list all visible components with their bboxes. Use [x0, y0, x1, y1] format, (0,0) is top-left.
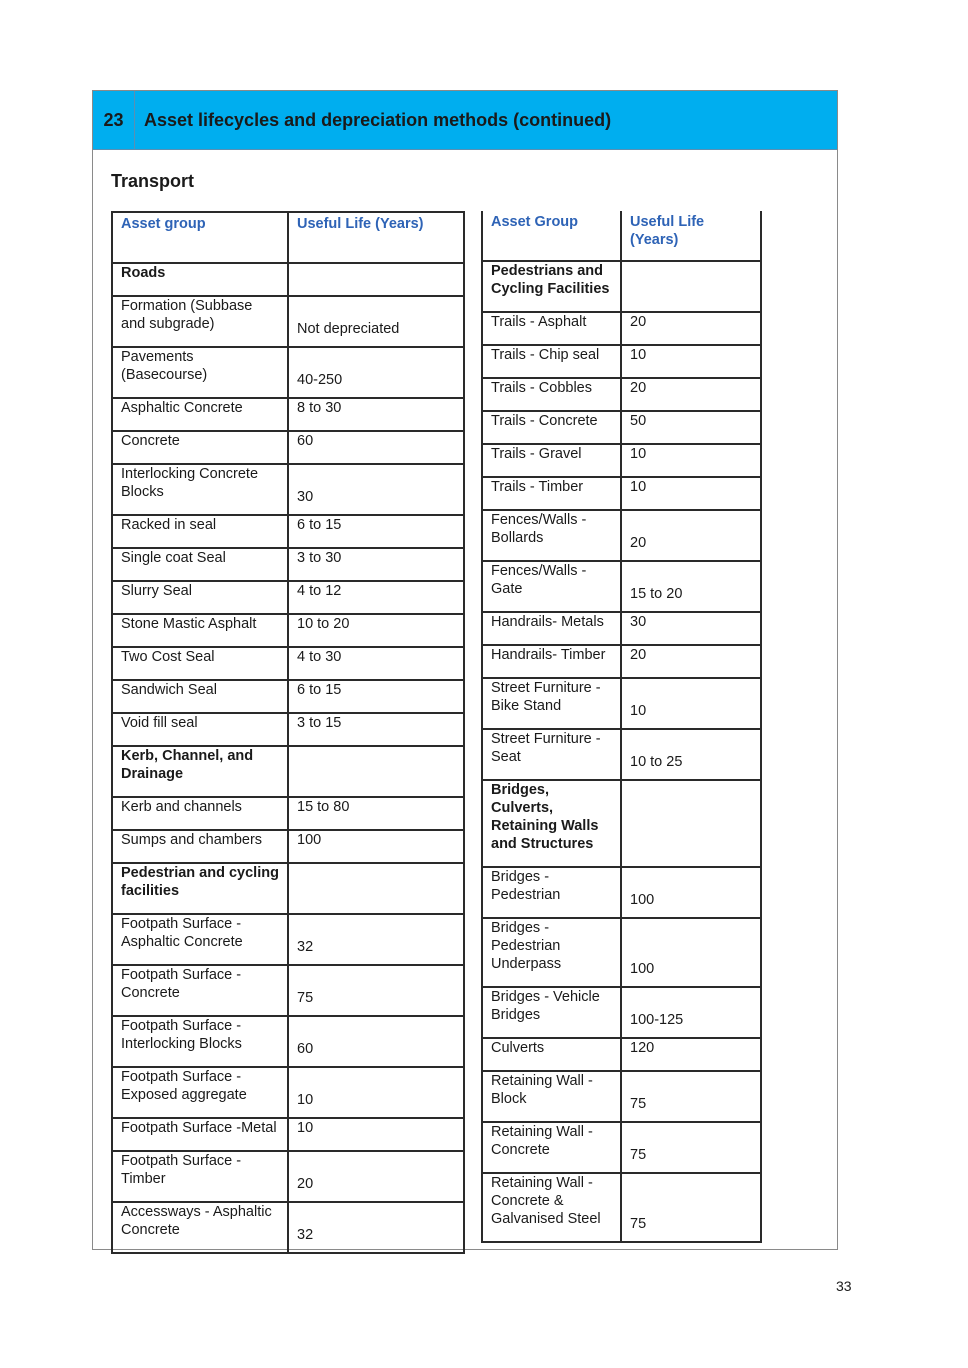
asset-group-cell: Formation (Subbase and subgrade): [112, 296, 288, 347]
asset-group-cell: Kerb and channels: [112, 797, 288, 830]
right-asset-table: [481, 211, 762, 1243]
asset-group-cell: Kerb, Channel, and Drainage: [112, 746, 288, 797]
table-row: [482, 561, 761, 612]
table-row: [112, 830, 464, 863]
column-header-useful-life: Useful Life (Years): [621, 211, 761, 261]
table-row: [482, 987, 761, 1038]
useful-life-cell: 20: [621, 645, 761, 678]
table-row: [112, 746, 464, 797]
asset-group-cell: Concrete: [112, 431, 288, 464]
asset-group-cell: Handrails- Timber: [482, 645, 621, 678]
useful-life-cell: 75: [288, 965, 464, 1016]
table-row: [482, 678, 761, 729]
table-row: [112, 548, 464, 581]
asset-group-cell: Sumps and chambers: [112, 830, 288, 863]
useful-life-cell: 10: [621, 678, 761, 729]
table-row: [112, 1118, 464, 1151]
asset-group-cell: Footpath Surface - Exposed aggregate: [112, 1067, 288, 1118]
table-row: [482, 378, 761, 411]
asset-group-cell: Handrails- Metals: [482, 612, 621, 645]
table-row: [482, 477, 761, 510]
useful-life-cell: 4 to 30: [288, 647, 464, 680]
useful-life-cell: 6 to 15: [288, 680, 464, 713]
useful-life-cell: 20: [621, 378, 761, 411]
useful-life-cell: 4 to 12: [288, 581, 464, 614]
useful-life-cell: [621, 261, 761, 312]
table-row: [482, 312, 761, 345]
table-row: [112, 347, 464, 398]
table-row: [112, 581, 464, 614]
asset-group-cell: Racked in seal: [112, 515, 288, 548]
left-asset-table: [111, 211, 465, 1254]
section-header: [93, 91, 837, 150]
useful-life-cell: 40-250: [288, 347, 464, 398]
table-row: [112, 614, 464, 647]
table-row: [482, 867, 761, 918]
useful-life-cell: 20: [621, 312, 761, 345]
useful-life-cell: 100-125: [621, 987, 761, 1038]
asset-group-cell: Retaining Wall - Block: [482, 1071, 621, 1122]
table-row: [112, 797, 464, 830]
useful-life-cell: [288, 863, 464, 914]
table-row: [112, 965, 464, 1016]
asset-group-cell: Two Cost Seal: [112, 647, 288, 680]
column-header-asset-group: Asset Group: [482, 211, 621, 261]
asset-group-cell: Single coat Seal: [112, 548, 288, 581]
useful-life-cell: [288, 263, 464, 296]
useful-life-cell: 75: [621, 1071, 761, 1122]
table-row: [112, 680, 464, 713]
asset-group-cell: Fences/Walls - Gate: [482, 561, 621, 612]
table-row: [112, 515, 464, 548]
asset-group-cell: Bridges - Vehicle Bridges: [482, 987, 621, 1038]
asset-group-cell: Interlocking Concrete Blocks: [112, 464, 288, 515]
useful-life-cell: 8 to 30: [288, 398, 464, 431]
table-row: [112, 1067, 464, 1118]
useful-life-cell: 32: [288, 1202, 464, 1253]
asset-group-cell: Footpath Surface - Concrete: [112, 965, 288, 1016]
column-header-asset-group: Asset group: [112, 212, 288, 263]
useful-life-cell: 75: [621, 1122, 761, 1173]
asset-group-cell: Pedestrians and Cycling Facilities: [482, 261, 621, 312]
useful-life-cell: 50: [621, 411, 761, 444]
subsection-title: Transport: [111, 171, 195, 191]
useful-life-cell: 10 to 20: [288, 614, 464, 647]
asset-group-cell: Asphaltic Concrete: [112, 398, 288, 431]
asset-group-cell: Roads: [112, 263, 288, 296]
useful-life-cell: 100: [621, 918, 761, 987]
useful-life-cell: 20: [288, 1151, 464, 1202]
useful-life-cell: [621, 780, 761, 867]
table-row: [482, 345, 761, 378]
asset-group-cell: Trails - Chip seal: [482, 345, 621, 378]
table-row: [482, 1173, 761, 1242]
asset-group-cell: Bridges - Pedestrian Underpass: [482, 918, 621, 987]
table-row: [482, 780, 761, 867]
useful-life-cell: [288, 746, 464, 797]
table-row: [482, 1071, 761, 1122]
asset-group-cell: Slurry Seal: [112, 581, 288, 614]
table-row: [112, 1016, 464, 1067]
useful-life-cell: 32: [288, 914, 464, 965]
table-row: [112, 1202, 464, 1253]
useful-life-cell: 10: [288, 1067, 464, 1118]
asset-group-cell: Retaining Wall - Concrete: [482, 1122, 621, 1173]
asset-group-cell: Footpath Surface - Asphaltic Concrete: [112, 914, 288, 965]
section-frame: [92, 90, 838, 1250]
asset-group-cell: Bridges, Culverts, Retaining Walls and Structures: [482, 780, 621, 867]
useful-life-cell: 10: [621, 345, 761, 378]
useful-life-cell: 3 to 30: [288, 548, 464, 581]
asset-group-cell: Trails - Concrete: [482, 411, 621, 444]
useful-life-cell: 15 to 20: [621, 561, 761, 612]
asset-group-cell: Stone Mastic Asphalt: [112, 614, 288, 647]
table-row: [112, 863, 464, 914]
asset-group-cell: Retaining Wall - Concrete & Galvanised Steel: [482, 1173, 621, 1242]
useful-life-cell: 30: [288, 464, 464, 515]
useful-life-cell: 10 to 25: [621, 729, 761, 780]
table-row: [112, 398, 464, 431]
asset-group-cell: Fences/Walls - Bollards: [482, 510, 621, 561]
asset-group-cell: Trails - Cobbles: [482, 378, 621, 411]
useful-life-cell: 30: [621, 612, 761, 645]
asset-group-cell: Footpath Surface - Interlocking Blocks: [112, 1016, 288, 1067]
column-header-useful-life: Useful Life (Years): [288, 212, 464, 263]
useful-life-cell: 60: [288, 1016, 464, 1067]
useful-life-cell: 20: [621, 510, 761, 561]
useful-life-cell: 10: [621, 444, 761, 477]
table-row: [482, 1038, 761, 1071]
asset-group-cell: Footpath Surface -Metal: [112, 1118, 288, 1151]
left-table-body: [112, 263, 464, 1253]
table-row: [112, 1151, 464, 1202]
asset-group-cell: Trails - Gravel: [482, 444, 621, 477]
asset-group-cell: Footpath Surface - Timber: [112, 1151, 288, 1202]
table-row: [482, 1122, 761, 1173]
table-row: [112, 263, 464, 296]
section-title: Asset lifecycles and depreciation methods (continued): [144, 109, 612, 130]
table-row: [112, 647, 464, 680]
section-number: 23: [93, 91, 135, 149]
table-row: [482, 645, 761, 678]
asset-group-cell: Sandwich Seal: [112, 680, 288, 713]
asset-group-cell: Void fill seal: [112, 713, 288, 746]
table-row: [112, 296, 464, 347]
table-row: [482, 411, 761, 444]
asset-group-cell: Accessways - Asphaltic Concrete: [112, 1202, 288, 1253]
useful-life-cell: 3 to 15: [288, 713, 464, 746]
asset-group-cell: Pedestrian and cycling facilities: [112, 863, 288, 914]
asset-group-cell: Street Furniture - Bike Stand: [482, 678, 621, 729]
asset-group-cell: Culverts: [482, 1038, 621, 1071]
useful-life-cell: 100: [288, 830, 464, 863]
useful-life-cell: 10: [621, 477, 761, 510]
table-row: [482, 612, 761, 645]
table-row: [482, 729, 761, 780]
useful-life-cell: 10: [288, 1118, 464, 1151]
table-row: [112, 464, 464, 515]
table-row: [112, 713, 464, 746]
asset-group-cell: Bridges - Pedestrian: [482, 867, 621, 918]
right-table-body: [482, 261, 761, 1242]
useful-life-cell: 15 to 80: [288, 797, 464, 830]
useful-life-cell: 120: [621, 1038, 761, 1071]
useful-life-cell: 60: [288, 431, 464, 464]
useful-life-cell: 75: [621, 1173, 761, 1242]
table-row: [112, 914, 464, 965]
asset-group-cell: Trails - Timber: [482, 477, 621, 510]
table-row: [482, 510, 761, 561]
asset-group-cell: Trails - Asphalt: [482, 312, 621, 345]
table-row: [482, 918, 761, 987]
useful-life-cell: 100: [621, 867, 761, 918]
asset-group-cell: Pavements (Basecourse): [112, 347, 288, 398]
useful-life-cell: 6 to 15: [288, 515, 464, 548]
table-row: [112, 431, 464, 464]
useful-life-cell: Not depreciated: [288, 296, 464, 347]
table-row: [482, 444, 761, 477]
page-number: 33: [836, 1278, 852, 1294]
table-row: [482, 261, 761, 312]
asset-group-cell: Street Furniture - Seat: [482, 729, 621, 780]
